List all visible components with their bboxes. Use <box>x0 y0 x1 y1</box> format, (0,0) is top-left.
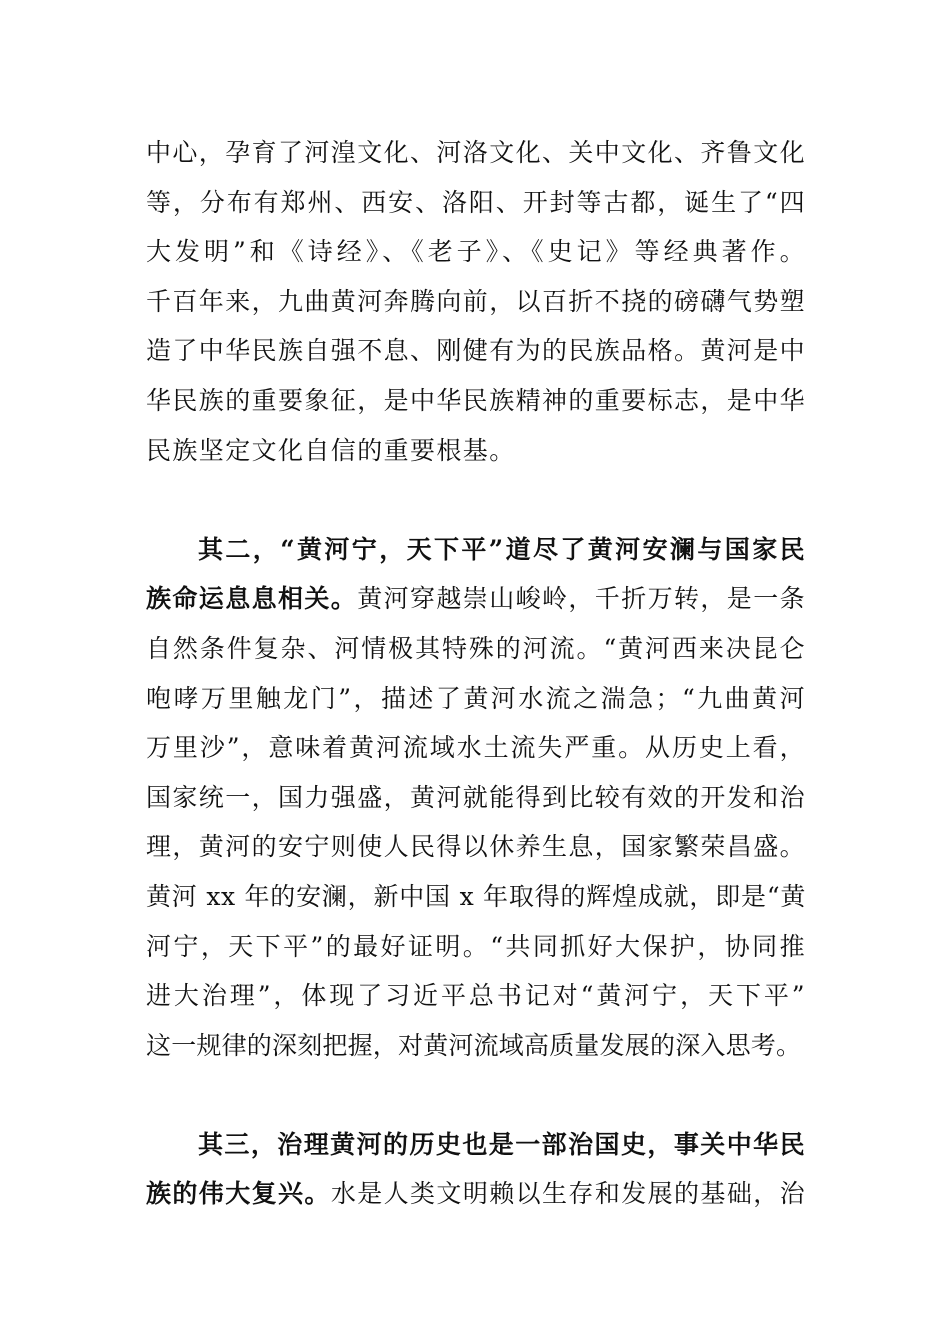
text-run: 造了中华民族自强不息、刚健有为的民族品格。黄河是中 <box>146 336 807 366</box>
text-run: 黄河 xx 年的安澜，新中国 x 年取得的辉煌成就，即是“黄 <box>146 881 806 911</box>
heading-run: 族命运息息相关。 <box>146 584 358 614</box>
heading-run: 其三，治理黄河的历史也是一部治国史，事关中华民 <box>198 1129 806 1159</box>
text-line <box>146 227 806 277</box>
paragraph-spacer <box>146 1070 806 1120</box>
text-line <box>146 426 806 476</box>
text-line <box>146 872 806 922</box>
text-line <box>146 376 806 426</box>
text-run: 进大治理”，体现了习近平总书记对“黄河宁，天下平” <box>146 981 806 1011</box>
paragraph-spacer <box>146 475 806 525</box>
text-run: 国家统一，国力强盛，黄河就能得到比较有效的开发和治 <box>146 782 807 812</box>
text-run: 这一规律的深刻把握，对黄河流域高质量发展的深入思考。 <box>146 1030 802 1060</box>
text-run: 民族坚定文化自信的重要根基。 <box>146 435 516 465</box>
text-run: 水是人类文明赖以生存和发展的基础，治 <box>330 1179 807 1209</box>
text-run: 理，黄河的安宁则使人民得以休养生息，国家繁荣昌盛。 <box>146 832 807 862</box>
text-run: 黄河穿越崇山峻岭，千折万转，是一条 <box>357 584 807 614</box>
paragraph-2 <box>146 525 806 1071</box>
text-run: 自然条件复杂、河情极其特殊的河流。“黄河西来决昆仑 <box>146 633 806 663</box>
text-line <box>146 723 806 773</box>
text-run: 大发明”和《诗经》、《老子》、《史记》等经典著作。 <box>146 237 806 267</box>
text-line <box>146 922 806 972</box>
text-line <box>146 574 806 624</box>
text-line <box>146 822 806 872</box>
paragraph-1 <box>146 128 806 475</box>
text-line <box>146 1021 806 1071</box>
text-run: 中心，孕育了河湟文化、河洛文化、关中文化、齐鲁文化 <box>146 138 807 167</box>
heading-run: 其二，“黄河宁，天下平”道尽了黄河安澜与国家民 <box>198 534 806 564</box>
text-run: 华民族的重要象征，是中华民族精神的重要标志，是中华 <box>146 385 807 415</box>
text-line <box>146 773 806 823</box>
text-line <box>146 1169 806 1219</box>
text-run: 千百年来，九曲黄河奔腾向前，以百折不挠的磅礴气势塑 <box>146 286 807 316</box>
text-run: 河宁，天下平”的最好证明。“共同抓好大保护，协同推 <box>146 931 806 961</box>
document-body <box>146 128 806 1219</box>
paragraph-3 <box>146 1120 806 1219</box>
text-run: 万里沙”，意味着黄河流域水土流失严重。从历史上看， <box>146 733 806 763</box>
text-line <box>146 1120 806 1170</box>
text-run: 等，分布有郑州、西安、洛阳、开封等古都，诞生了“四 <box>146 187 806 217</box>
text-line <box>146 971 806 1021</box>
text-line <box>146 128 806 178</box>
text-line <box>146 624 806 674</box>
text-line <box>146 277 806 327</box>
text-line <box>146 326 806 376</box>
text-line <box>146 178 806 228</box>
text-run: 咆哮万里触龙门”，描述了黄河水流之湍急；“九曲黄河 <box>146 683 806 713</box>
text-line <box>146 525 806 575</box>
heading-run: 族的伟大复兴。 <box>146 1179 331 1209</box>
text-line <box>146 674 806 724</box>
